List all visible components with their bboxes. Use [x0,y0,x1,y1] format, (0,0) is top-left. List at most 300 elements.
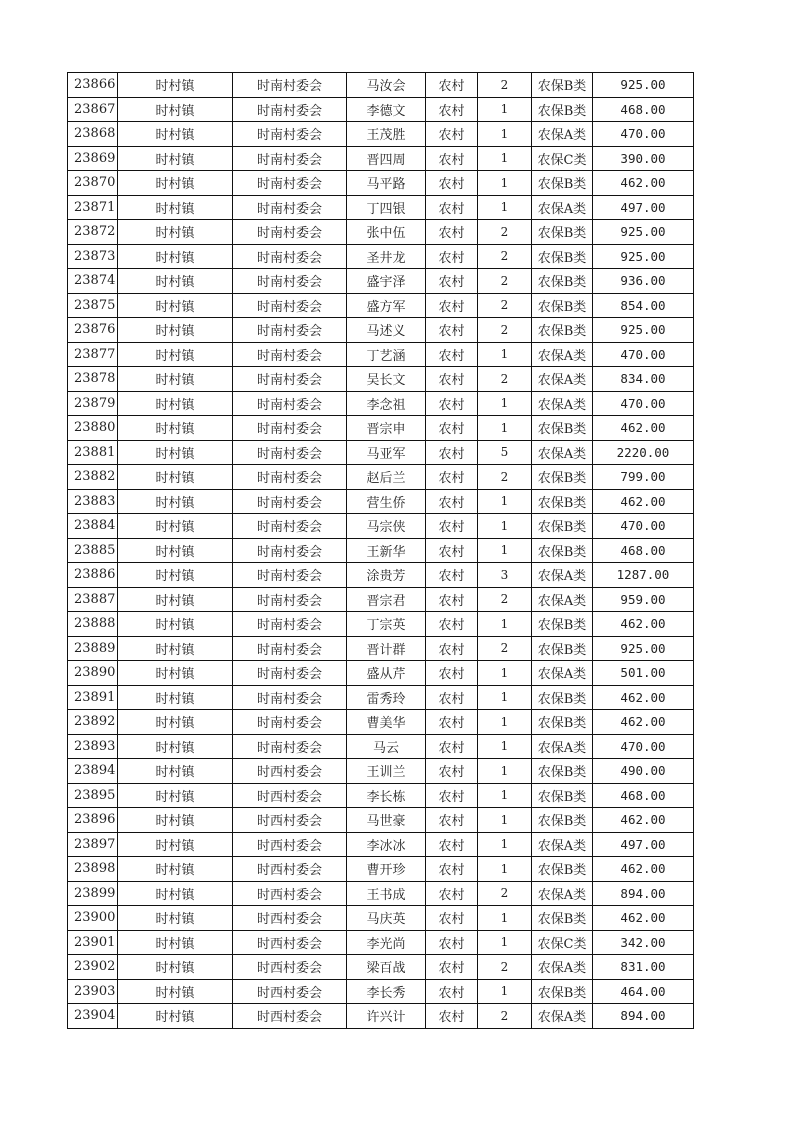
village-cell: 时西村委会 [233,832,347,857]
village-cell: 时南村委会 [233,367,347,392]
type-cell: 农村 [426,122,478,147]
count-cell: 1 [478,171,532,196]
id-cell: 23881 [68,440,118,465]
category-cell: 农保A类 [532,832,593,857]
category-cell: 农保A类 [532,881,593,906]
village-cell: 时南村委会 [233,416,347,441]
town-cell: 时村镇 [118,979,233,1004]
category-cell: 农保A类 [532,195,593,220]
table-row [68,538,694,563]
table-row [68,318,694,343]
table-row [68,171,694,196]
village-cell: 时南村委会 [233,465,347,490]
village-cell: 时南村委会 [233,97,347,122]
table-row [68,734,694,759]
village-cell: 时南村委会 [233,734,347,759]
table-row [68,563,694,588]
amount-cell: 468.00 [593,783,694,808]
type-cell: 农村 [426,636,478,661]
village-cell: 时南村委会 [233,293,347,318]
amount-cell: 497.00 [593,195,694,220]
town-cell: 时村镇 [118,293,233,318]
name-cell: 李念祖 [347,391,426,416]
count-cell: 2 [478,293,532,318]
allowance-table [67,72,694,1029]
count-cell: 1 [478,661,532,686]
count-cell: 2 [478,269,532,294]
table-row [68,244,694,269]
town-cell: 时村镇 [118,146,233,171]
amount-cell: 894.00 [593,1004,694,1029]
type-cell: 农村 [426,759,478,784]
name-cell: 李长栋 [347,783,426,808]
count-cell: 2 [478,1004,532,1029]
town-cell: 时村镇 [118,220,233,245]
table-row [68,783,694,808]
type-cell: 农村 [426,318,478,343]
amount-cell: 462.00 [593,612,694,637]
table-row [68,293,694,318]
table-row [68,661,694,686]
town-cell: 时村镇 [118,955,233,980]
id-cell: 23890 [68,661,118,686]
village-cell: 时西村委会 [233,857,347,882]
name-cell: 马世豪 [347,808,426,833]
id-cell: 23894 [68,759,118,784]
type-cell: 农村 [426,832,478,857]
village-cell: 时南村委会 [233,563,347,588]
type-cell: 农村 [426,342,478,367]
type-cell: 农村 [426,563,478,588]
id-cell: 23896 [68,808,118,833]
id-cell: 23889 [68,636,118,661]
name-cell: 马亚军 [347,440,426,465]
amount-cell: 464.00 [593,979,694,1004]
category-cell: 农保B类 [532,244,593,269]
amount-cell: 2220.00 [593,440,694,465]
town-cell: 时村镇 [118,489,233,514]
id-cell: 23900 [68,906,118,931]
village-cell: 时南村委会 [233,391,347,416]
type-cell: 农村 [426,440,478,465]
village-cell: 时南村委会 [233,661,347,686]
table-body [68,73,694,1029]
table-row [68,440,694,465]
village-cell: 时南村委会 [233,685,347,710]
village-cell: 时西村委会 [233,783,347,808]
type-cell: 农村 [426,783,478,808]
count-cell: 2 [478,881,532,906]
count-cell: 2 [478,636,532,661]
category-cell: 农保A类 [532,122,593,147]
count-cell: 2 [478,244,532,269]
amount-cell: 462.00 [593,171,694,196]
amount-cell: 470.00 [593,342,694,367]
category-cell: 农保B类 [532,171,593,196]
count-cell: 1 [478,832,532,857]
town-cell: 时村镇 [118,195,233,220]
name-cell: 丁宗英 [347,612,426,637]
count-cell: 1 [478,122,532,147]
name-cell: 盛方军 [347,293,426,318]
type-cell: 农村 [426,979,478,1004]
name-cell: 赵后兰 [347,465,426,490]
type-cell: 农村 [426,195,478,220]
name-cell: 马述义 [347,318,426,343]
name-cell: 曹美华 [347,710,426,735]
id-cell: 23868 [68,122,118,147]
id-cell: 23887 [68,587,118,612]
village-cell: 时南村委会 [233,122,347,147]
type-cell: 农村 [426,587,478,612]
amount-cell: 925.00 [593,244,694,269]
town-cell: 时村镇 [118,269,233,294]
village-cell: 时南村委会 [233,710,347,735]
type-cell: 农村 [426,906,478,931]
town-cell: 时村镇 [118,857,233,882]
type-cell: 农村 [426,171,478,196]
id-cell: 23882 [68,465,118,490]
category-cell: 农保C类 [532,930,593,955]
amount-cell: 462.00 [593,906,694,931]
category-cell: 农保A类 [532,440,593,465]
town-cell: 时村镇 [118,391,233,416]
count-cell: 1 [478,857,532,882]
type-cell: 农村 [426,881,478,906]
amount-cell: 1287.00 [593,563,694,588]
category-cell: 农保B类 [532,489,593,514]
table-row [68,1004,694,1029]
name-cell: 马云 [347,734,426,759]
village-cell: 时南村委会 [233,514,347,539]
name-cell: 晋计群 [347,636,426,661]
town-cell: 时村镇 [118,416,233,441]
amount-cell: 468.00 [593,538,694,563]
type-cell: 农村 [426,391,478,416]
type-cell: 农村 [426,416,478,441]
id-cell: 23895 [68,783,118,808]
village-cell: 时南村委会 [233,538,347,563]
count-cell: 1 [478,685,532,710]
id-cell: 23891 [68,685,118,710]
village-cell: 时西村委会 [233,759,347,784]
type-cell: 农村 [426,538,478,563]
category-cell: 农保B类 [532,710,593,735]
table-row [68,416,694,441]
name-cell: 王书成 [347,881,426,906]
name-cell: 曹开珍 [347,857,426,882]
name-cell: 丁四银 [347,195,426,220]
name-cell: 梁百战 [347,955,426,980]
name-cell: 吴长文 [347,367,426,392]
name-cell: 马宗侠 [347,514,426,539]
amount-cell: 390.00 [593,146,694,171]
table-row [68,73,694,98]
type-cell: 农村 [426,808,478,833]
category-cell: 农保A类 [532,661,593,686]
town-cell: 时村镇 [118,342,233,367]
id-cell: 23893 [68,734,118,759]
type-cell: 农村 [426,269,478,294]
name-cell: 王训兰 [347,759,426,784]
id-cell: 23870 [68,171,118,196]
village-cell: 时南村委会 [233,636,347,661]
type-cell: 农村 [426,514,478,539]
town-cell: 时村镇 [118,808,233,833]
amount-cell: 959.00 [593,587,694,612]
town-cell: 时村镇 [118,661,233,686]
count-cell: 2 [478,955,532,980]
count-cell: 1 [478,808,532,833]
id-cell: 23876 [68,318,118,343]
amount-cell: 925.00 [593,220,694,245]
town-cell: 时村镇 [118,1004,233,1029]
town-cell: 时村镇 [118,930,233,955]
count-cell: 2 [478,465,532,490]
table-row [68,146,694,171]
village-cell: 时南村委会 [233,73,347,98]
village-cell: 时南村委会 [233,440,347,465]
table-row [68,195,694,220]
amount-cell: 462.00 [593,710,694,735]
id-cell: 23872 [68,220,118,245]
village-cell: 时南村委会 [233,587,347,612]
table-row [68,342,694,367]
type-cell: 农村 [426,857,478,882]
category-cell: 农保B类 [532,538,593,563]
count-cell: 1 [478,979,532,1004]
amount-cell: 936.00 [593,269,694,294]
category-cell: 农保B类 [532,906,593,931]
amount-cell: 925.00 [593,318,694,343]
count-cell: 1 [478,342,532,367]
table-row [68,857,694,882]
table-row [68,269,694,294]
id-cell: 23880 [68,416,118,441]
name-cell: 马平路 [347,171,426,196]
category-cell: 农保A类 [532,955,593,980]
category-cell: 农保A类 [532,342,593,367]
type-cell: 农村 [426,734,478,759]
id-cell: 23883 [68,489,118,514]
count-cell: 1 [478,97,532,122]
town-cell: 时村镇 [118,759,233,784]
village-cell: 时南村委会 [233,195,347,220]
name-cell: 盛宇泽 [347,269,426,294]
type-cell: 农村 [426,146,478,171]
count-cell: 1 [478,710,532,735]
name-cell: 马庆英 [347,906,426,931]
table-row [68,685,694,710]
count-cell: 1 [478,612,532,637]
table-row [68,489,694,514]
village-cell: 时南村委会 [233,171,347,196]
id-cell: 23898 [68,857,118,882]
count-cell: 2 [478,318,532,343]
category-cell: 农保B类 [532,318,593,343]
id-cell: 23879 [68,391,118,416]
count-cell: 3 [478,563,532,588]
village-cell: 时南村委会 [233,489,347,514]
name-cell: 雷秀玲 [347,685,426,710]
name-cell: 李光尚 [347,930,426,955]
id-cell: 23867 [68,97,118,122]
category-cell: 农保B类 [532,636,593,661]
count-cell: 1 [478,783,532,808]
village-cell: 时西村委会 [233,906,347,931]
village-cell: 时南村委会 [233,269,347,294]
amount-cell: 799.00 [593,465,694,490]
table-row [68,587,694,612]
type-cell: 农村 [426,1004,478,1029]
id-cell: 23873 [68,244,118,269]
town-cell: 时村镇 [118,122,233,147]
table-row [68,906,694,931]
type-cell: 农村 [426,244,478,269]
table-row [68,220,694,245]
town-cell: 时村镇 [118,710,233,735]
amount-cell: 470.00 [593,391,694,416]
village-cell: 时南村委会 [233,220,347,245]
village-cell: 时西村委会 [233,930,347,955]
id-cell: 23885 [68,538,118,563]
id-cell: 23899 [68,881,118,906]
id-cell: 23878 [68,367,118,392]
category-cell: 农保B类 [532,685,593,710]
name-cell: 晋宗君 [347,587,426,612]
count-cell: 1 [478,514,532,539]
id-cell: 23901 [68,930,118,955]
id-cell: 23877 [68,342,118,367]
name-cell: 盛从芹 [347,661,426,686]
count-cell: 1 [478,538,532,563]
id-cell: 23904 [68,1004,118,1029]
count-cell: 1 [478,759,532,784]
amount-cell: 470.00 [593,734,694,759]
id-cell: 23886 [68,563,118,588]
village-cell: 时西村委会 [233,808,347,833]
type-cell: 农村 [426,367,478,392]
amount-cell: 462.00 [593,416,694,441]
category-cell: 农保B类 [532,759,593,784]
id-cell: 23888 [68,612,118,637]
name-cell: 李长秀 [347,979,426,1004]
table-row [68,612,694,637]
amount-cell: 894.00 [593,881,694,906]
village-cell: 时西村委会 [233,955,347,980]
village-cell: 时南村委会 [233,342,347,367]
amount-cell: 468.00 [593,97,694,122]
category-cell: 农保B类 [532,783,593,808]
name-cell: 涂贵芳 [347,563,426,588]
amount-cell: 490.00 [593,759,694,784]
name-cell: 张中伍 [347,220,426,245]
table-row [68,930,694,955]
name-cell: 马汝会 [347,73,426,98]
town-cell: 时村镇 [118,171,233,196]
category-cell: 农保B类 [532,465,593,490]
town-cell: 时村镇 [118,465,233,490]
type-cell: 农村 [426,685,478,710]
count-cell: 2 [478,220,532,245]
town-cell: 时村镇 [118,563,233,588]
count-cell: 1 [478,930,532,955]
category-cell: 农保A类 [532,587,593,612]
amount-cell: 501.00 [593,661,694,686]
type-cell: 农村 [426,97,478,122]
amount-cell: 925.00 [593,73,694,98]
table-row [68,832,694,857]
town-cell: 时村镇 [118,685,233,710]
category-cell: 农保B类 [532,293,593,318]
category-cell: 农保B类 [532,220,593,245]
town-cell: 时村镇 [118,587,233,612]
id-cell: 23892 [68,710,118,735]
town-cell: 时村镇 [118,881,233,906]
table-row [68,710,694,735]
name-cell: 晋宗申 [347,416,426,441]
type-cell: 农村 [426,73,478,98]
id-cell: 23874 [68,269,118,294]
category-cell: 农保B类 [532,97,593,122]
name-cell: 圣井龙 [347,244,426,269]
town-cell: 时村镇 [118,783,233,808]
town-cell: 时村镇 [118,318,233,343]
count-cell: 5 [478,440,532,465]
town-cell: 时村镇 [118,612,233,637]
village-cell: 时南村委会 [233,146,347,171]
id-cell: 23869 [68,146,118,171]
village-cell: 时南村委会 [233,612,347,637]
type-cell: 农村 [426,465,478,490]
category-cell: 农保B类 [532,73,593,98]
town-cell: 时村镇 [118,538,233,563]
town-cell: 时村镇 [118,244,233,269]
table-row [68,636,694,661]
town-cell: 时村镇 [118,367,233,392]
town-cell: 时村镇 [118,514,233,539]
name-cell: 李冰冰 [347,832,426,857]
table-row [68,367,694,392]
count-cell: 1 [478,195,532,220]
type-cell: 农村 [426,220,478,245]
table-row [68,122,694,147]
name-cell: 营生侨 [347,489,426,514]
type-cell: 农村 [426,955,478,980]
amount-cell: 462.00 [593,857,694,882]
id-cell: 23903 [68,979,118,1004]
category-cell: 农保B类 [532,514,593,539]
amount-cell: 470.00 [593,514,694,539]
amount-cell: 925.00 [593,636,694,661]
type-cell: 农村 [426,710,478,735]
table-row [68,97,694,122]
village-cell: 时南村委会 [233,244,347,269]
table-row [68,881,694,906]
category-cell: 农保A类 [532,391,593,416]
town-cell: 时村镇 [118,73,233,98]
name-cell: 李德文 [347,97,426,122]
town-cell: 时村镇 [118,636,233,661]
village-cell: 时西村委会 [233,881,347,906]
count-cell: 2 [478,587,532,612]
count-cell: 1 [478,906,532,931]
town-cell: 时村镇 [118,734,233,759]
count-cell: 2 [478,367,532,392]
amount-cell: 497.00 [593,832,694,857]
category-cell: 农保C类 [532,146,593,171]
amount-cell: 462.00 [593,489,694,514]
